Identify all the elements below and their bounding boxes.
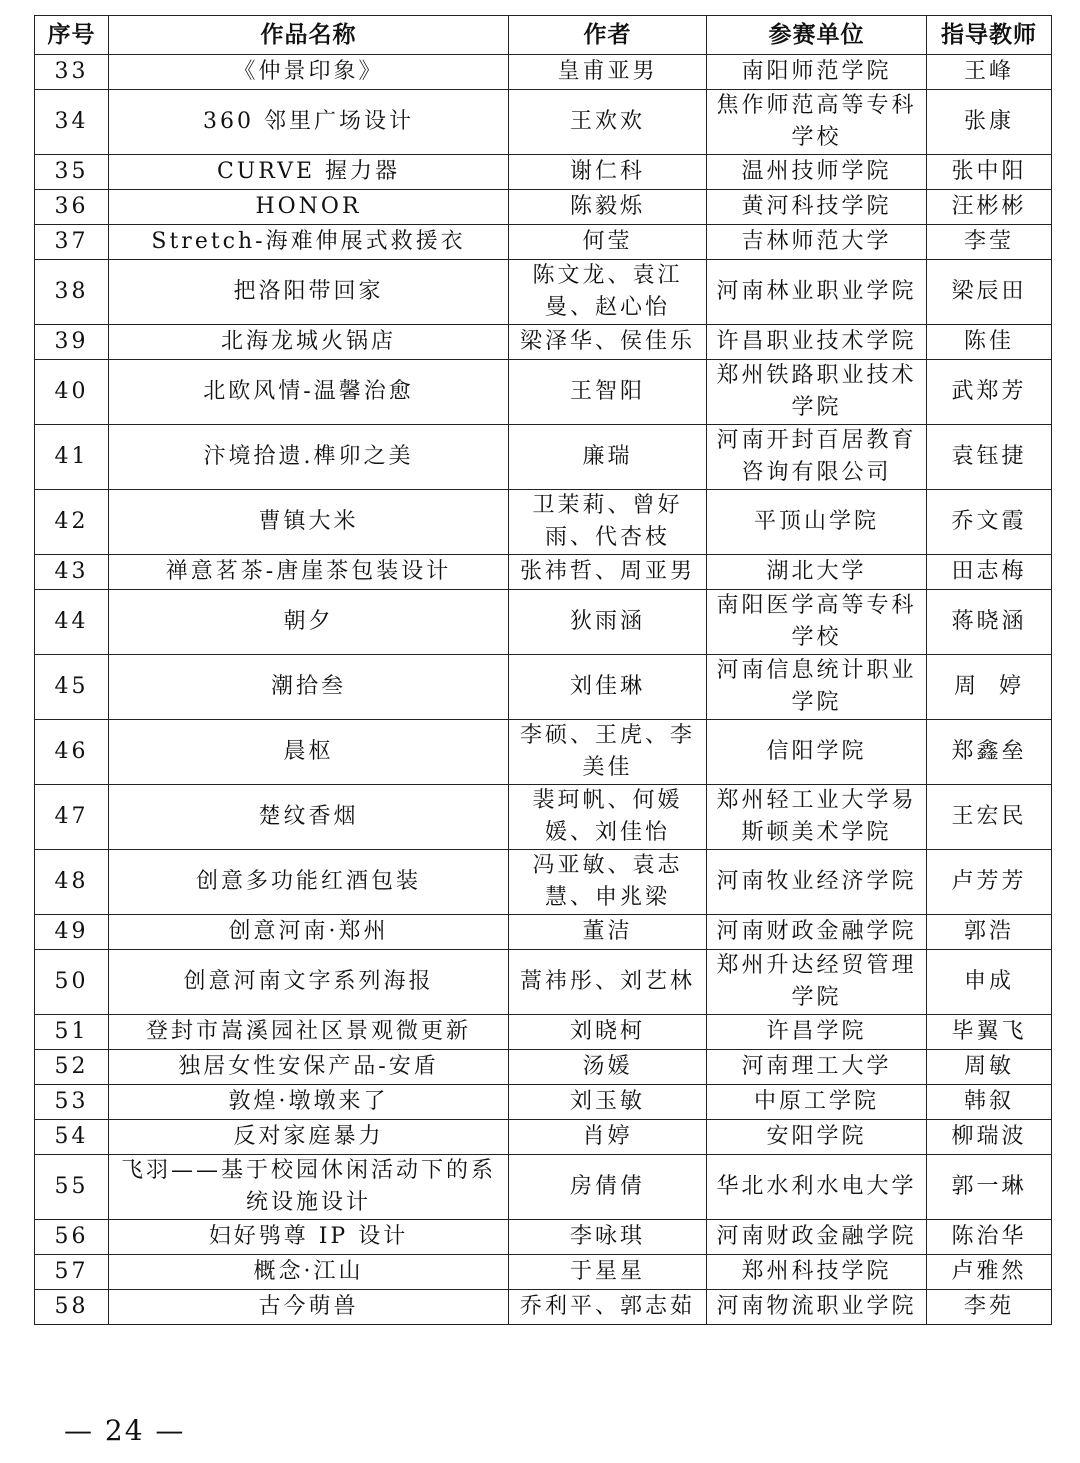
- cell-author: 冯亚敏、袁志慧、申兆梁: [509, 850, 707, 915]
- cell-unit: 华北水利水电大学: [707, 1155, 927, 1220]
- cell-author: 陈毅烁: [509, 190, 707, 225]
- cell-teacher: 卢芳芳: [927, 850, 1052, 915]
- table-row: [35, 785, 1052, 850]
- cell-teacher: 申成: [927, 950, 1052, 1015]
- cell-unit: 郑州轻工业大学易斯顿美术学院: [707, 785, 927, 850]
- cell-number: 49: [35, 915, 109, 950]
- cell-unit: 河南信息统计职业学院: [707, 655, 927, 720]
- table-row: [35, 590, 1052, 655]
- cell-number: 40: [35, 360, 109, 425]
- cell-number: 38: [35, 260, 109, 325]
- cell-number: 54: [35, 1120, 109, 1155]
- header-teacher: 指导教师: [927, 16, 1052, 55]
- cell-author: 刘佳琳: [509, 655, 707, 720]
- cell-teacher: 陈治华: [927, 1220, 1052, 1255]
- cell-title: 北海龙城火锅店: [109, 325, 509, 360]
- cell-title: 登封市嵩溪园社区景观微更新: [109, 1015, 509, 1050]
- cell-title: 创意河南文字系列海报: [109, 950, 509, 1015]
- cell-teacher: 乔文霞: [927, 490, 1052, 555]
- cell-teacher: 李苑: [927, 1290, 1052, 1325]
- cell-author: 皇甫亚男: [509, 55, 707, 90]
- cell-number: 47: [35, 785, 109, 850]
- cell-title: 独居女性安保产品-安盾: [109, 1050, 509, 1085]
- cell-unit: 黄河科技学院: [707, 190, 927, 225]
- cell-title: 《仲景印象》: [109, 55, 509, 90]
- table-row: [35, 425, 1052, 490]
- cell-author: 梁泽华、侯佳乐: [509, 325, 707, 360]
- cell-teacher: 周敏: [927, 1050, 1052, 1085]
- table-row: [35, 1015, 1052, 1050]
- cell-author: 王智阳: [509, 360, 707, 425]
- table-row: [35, 325, 1052, 360]
- cell-unit: 河南财政金融学院: [707, 915, 927, 950]
- cell-number: 51: [35, 1015, 109, 1050]
- cell-unit: 郑州铁路职业技术学院: [707, 360, 927, 425]
- cell-author: 谢仁科: [509, 155, 707, 190]
- cell-unit: 河南物流职业学院: [707, 1290, 927, 1325]
- cell-unit: 河南开封百居教育咨询有限公司: [707, 425, 927, 490]
- cell-author: 王欢欢: [509, 90, 707, 155]
- table-row: [35, 915, 1052, 950]
- cell-teacher: 王宏民: [927, 785, 1052, 850]
- cell-author: 狄雨涵: [509, 590, 707, 655]
- cell-title: 禅意茗茶-唐崖茶包装设计: [109, 555, 509, 590]
- cell-title: 曹镇大米: [109, 490, 509, 555]
- cell-title: CURVE 握力器: [109, 155, 509, 190]
- cell-teacher: 柳瑞波: [927, 1120, 1052, 1155]
- cell-unit: 南阳师范学院: [707, 55, 927, 90]
- cell-title: Stretch-海难伸展式救援衣: [109, 225, 509, 260]
- cell-unit: 河南理工大学: [707, 1050, 927, 1085]
- table-row: [35, 555, 1052, 590]
- cell-number: 39: [35, 325, 109, 360]
- table-row: [35, 850, 1052, 915]
- cell-title: 北欧风情-温馨治愈: [109, 360, 509, 425]
- cell-number: 45: [35, 655, 109, 720]
- cell-teacher: 李莹: [927, 225, 1052, 260]
- cell-teacher: 田志梅: [927, 555, 1052, 590]
- cell-number: 55: [35, 1155, 109, 1220]
- cell-author: 汤媛: [509, 1050, 707, 1085]
- cell-unit: 安阳学院: [707, 1120, 927, 1155]
- cell-author: 陈文龙、袁江曼、赵心怡: [509, 260, 707, 325]
- cell-unit: 河南牧业经济学院: [707, 850, 927, 915]
- cell-title: HONOR: [109, 190, 509, 225]
- cell-title: 把洛阳带回家: [109, 260, 509, 325]
- cell-title: 潮拾叁: [109, 655, 509, 720]
- cell-number: 48: [35, 850, 109, 915]
- cell-title: 创意河南·郑州: [109, 915, 509, 950]
- cell-unit: 吉林师范大学: [707, 225, 927, 260]
- cell-unit: 焦作师范高等专科学校: [707, 90, 927, 155]
- table-row: [35, 55, 1052, 90]
- cell-teacher: 袁钰捷: [927, 425, 1052, 490]
- table-row: [35, 720, 1052, 785]
- cell-title: 创意多功能红酒包装: [109, 850, 509, 915]
- cell-teacher: 王峰: [927, 55, 1052, 90]
- cell-author: 董洁: [509, 915, 707, 950]
- cell-number: 43: [35, 555, 109, 590]
- table-row: [35, 90, 1052, 155]
- cell-number: 34: [35, 90, 109, 155]
- cell-title: 飞羽——基于校园休闲活动下的系统设施设计: [109, 1155, 509, 1220]
- table-row: [35, 1085, 1052, 1120]
- cell-unit: 许昌学院: [707, 1015, 927, 1050]
- cell-teacher: 卢雅然: [927, 1255, 1052, 1290]
- cell-teacher: 武郑芳: [927, 360, 1052, 425]
- cell-author: 乔利平、郭志茹: [509, 1290, 707, 1325]
- table-row: [35, 1220, 1052, 1255]
- cell-number: 56: [35, 1220, 109, 1255]
- table-row: [35, 1050, 1052, 1085]
- cell-author: 李咏琪: [509, 1220, 707, 1255]
- table-row: [35, 360, 1052, 425]
- table-header-row: [35, 16, 1052, 55]
- cell-teacher: 郭一琳: [927, 1155, 1052, 1220]
- table-row: [35, 655, 1052, 720]
- table-row: [35, 1255, 1052, 1290]
- table-row: [35, 1290, 1052, 1325]
- page-number: — 24 —: [64, 1414, 186, 1447]
- cell-number: 52: [35, 1050, 109, 1085]
- cell-number: 50: [35, 950, 109, 1015]
- cell-title: 汴境拾遗.榫卯之美: [109, 425, 509, 490]
- cell-author: 于星星: [509, 1255, 707, 1290]
- table-row: [35, 225, 1052, 260]
- cell-unit: 许昌职业技术学院: [707, 325, 927, 360]
- cell-unit: 南阳医学高等专科学校: [707, 590, 927, 655]
- cell-author: 房倩倩: [509, 1155, 707, 1220]
- cell-author: 张祎哲、周亚男: [509, 555, 707, 590]
- cell-unit: 郑州科技学院: [707, 1255, 927, 1290]
- cell-unit: 河南林业职业学院: [707, 260, 927, 325]
- cell-teacher: 韩叙: [927, 1085, 1052, 1120]
- header-unit: 参赛单位: [707, 16, 927, 55]
- cell-author: 李硕、王虎、李美佳: [509, 720, 707, 785]
- cell-title: 晨枢: [109, 720, 509, 785]
- cell-title: 反对家庭暴力: [109, 1120, 509, 1155]
- cell-unit: 温州技师学院: [707, 155, 927, 190]
- cell-number: 53: [35, 1085, 109, 1120]
- cell-number: 36: [35, 190, 109, 225]
- table-row: [35, 950, 1052, 1015]
- table-row: [35, 1155, 1052, 1220]
- cell-teacher: 陈佳: [927, 325, 1052, 360]
- cell-author: 何莹: [509, 225, 707, 260]
- cell-teacher: 梁辰田: [927, 260, 1052, 325]
- cell-title: 古今萌兽: [109, 1290, 509, 1325]
- cell-number: 41: [35, 425, 109, 490]
- table-row: [35, 260, 1052, 325]
- table-row: [35, 155, 1052, 190]
- table-row: [35, 190, 1052, 225]
- award-table: [34, 15, 1052, 1325]
- header-author: 作者: [509, 16, 707, 55]
- cell-number: 57: [35, 1255, 109, 1290]
- cell-author: 刘晓柯: [509, 1015, 707, 1050]
- cell-number: 58: [35, 1290, 109, 1325]
- cell-teacher: 张中阳: [927, 155, 1052, 190]
- cell-teacher: 郭浩: [927, 915, 1052, 950]
- cell-number: 37: [35, 225, 109, 260]
- cell-number: 44: [35, 590, 109, 655]
- cell-unit: 河南财政金融学院: [707, 1220, 927, 1255]
- cell-author: 蒿祎彤、刘艺林: [509, 950, 707, 1015]
- table-row: [35, 1120, 1052, 1155]
- cell-teacher: 张康: [927, 90, 1052, 155]
- cell-number: 35: [35, 155, 109, 190]
- cell-author: 卫茉莉、曾好雨、代杏枝: [509, 490, 707, 555]
- cell-unit: 信阳学院: [707, 720, 927, 785]
- table-row: [35, 490, 1052, 555]
- cell-teacher: 汪彬彬: [927, 190, 1052, 225]
- cell-unit: 郑州升达经贸管理学院: [707, 950, 927, 1015]
- cell-unit: 平顶山学院: [707, 490, 927, 555]
- cell-number: 46: [35, 720, 109, 785]
- cell-author: 廉瑞: [509, 425, 707, 490]
- header-title: 作品名称: [109, 16, 509, 55]
- cell-title: 概念·江山: [109, 1255, 509, 1290]
- cell-number: 42: [35, 490, 109, 555]
- cell-number: 33: [35, 55, 109, 90]
- cell-author: 裴珂帆、何媛媛、刘佳怡: [509, 785, 707, 850]
- cell-author: 刘玉敏: [509, 1085, 707, 1120]
- cell-title: 敦煌·墩墩来了: [109, 1085, 509, 1120]
- cell-title: 楚纹香烟: [109, 785, 509, 850]
- header-number: 序号: [35, 16, 109, 55]
- cell-teacher: 蒋晓涵: [927, 590, 1052, 655]
- cell-title: 朝夕: [109, 590, 509, 655]
- cell-teacher: 毕翼飞: [927, 1015, 1052, 1050]
- cell-author: 肖婷: [509, 1120, 707, 1155]
- cell-teacher: 郑鑫垒: [927, 720, 1052, 785]
- cell-title: 妇好鸮尊 IP 设计: [109, 1220, 509, 1255]
- cell-unit: 湖北大学: [707, 555, 927, 590]
- cell-teacher: 周 婷: [927, 655, 1052, 720]
- cell-title: 360 邻里广场设计: [109, 90, 509, 155]
- cell-unit: 中原工学院: [707, 1085, 927, 1120]
